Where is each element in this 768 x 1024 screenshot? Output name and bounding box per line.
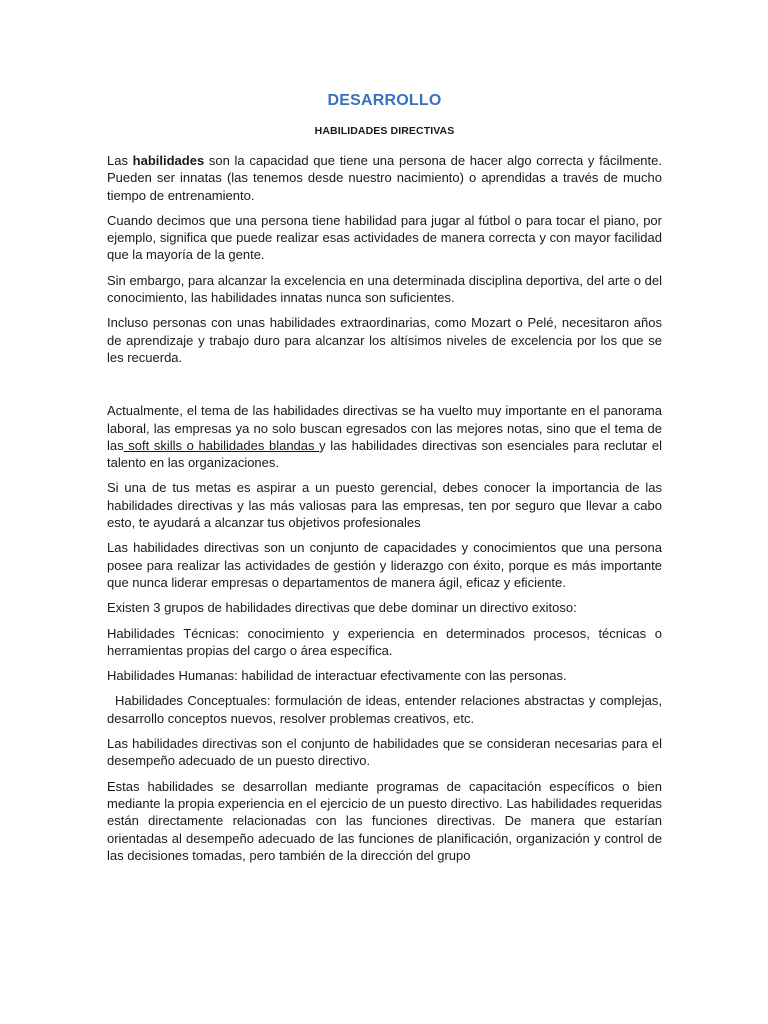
- paragraph-4: Incluso personas con unas habilidades extraordinarias, como Mozart o Pelé, necesitaron años de aprendizaje y trabajo duro para alcanzar los altísimos niveles de excelencia por los que se les recuerda.: [107, 315, 662, 365]
- paragraph-6: Si una de tus metas es aspirar a un puesto gerencial, debes conocer la importancia de las habilidades directivas y las más valiosas para las empresas, ten por seguro que llevar a cabo esto, te ayudará a alcanzar tus objetivos profesionales: [107, 480, 662, 531]
- soft-skills-link[interactable]: soft skills o habilidades blandas: [123, 437, 320, 453]
- paragraph-12: Las habilidades directivas son el conjunto de habilidades que se consideran necesarias para el desempeño adecuado de un puesto directivo.: [107, 736, 662, 769]
- document-body: [107, 152, 662, 872]
- document-heading: DESARROLLO: [327, 92, 442, 109]
- paragraph-1-prefix: Las: [107, 153, 133, 168]
- paragraph-5: [107, 402, 662, 471]
- paragraph-1: [107, 152, 662, 204]
- paragraph-9: Habilidades Técnicas: conocimiento y experiencia en determinados procesos, técnicas o herramientas propias del cargo o área específica.: [107, 625, 662, 658]
- paragraph-1-bold-term: habilidades: [132, 153, 205, 168]
- section-subheading: HABILIDADES DIRECTIVAS: [314, 125, 455, 137]
- paragraph-1-rest: son la capacidad que tiene una persona de hacer algo correcta y fácilmente. Pueden ser innatas (las tenemos desde nuestro nacimiento) o aprendidas a través de mucho tiempo de entrenamiento.: [107, 153, 662, 203]
- paragraph-10: Habilidades Humanas: habilidad de interactuar efectivamente con las personas.: [107, 668, 567, 684]
- paragraph-8: Existen 3 grupos de habilidades directivas que debe dominar un directivo exitoso:: [107, 600, 577, 616]
- paragraph-7: Las habilidades directivas son un conjunto de capacidades y conocimientos que una persona posee para realizar las actividades de gestión y liderazgo con éxito, porque es más importante que nunca liderar empresas o departamentos de manera ágil, eficaz y eficiente.: [107, 540, 662, 590]
- paragraph-5-after: y las habilidades directivas son esenciales para reclutar el talento en las organizaciones.: [107, 437, 662, 471]
- paragraph-3: Sin embargo, para alcanzar la excelencia en una determinada disciplina deportiva, del arte o del conocimiento, las habilidades innatas nunca son suficientes.: [107, 272, 662, 306]
- paragraph-13: Estas habilidades se desarrollan mediante programas de capacitación específicos o bien mediante la propia experiencia en el ejercicio de un puesto directivo. Las habilidades requeridas están directamente relacionadas con las funciones directivas. De manera que estarían orientadas al desempeño adecuado de las funciones de planificación, organización y control de las decisiones tomadas, pero también de la dirección del grupo: [107, 778, 662, 863]
- paragraph-5-before: Actualmente, el tema de las habilidades directivas se ha vuelto muy importante en el panorama laboral, las empresas ya no solo buscan egresados con las mejores notas, sino que el tema de las: [107, 403, 662, 453]
- paragraph-2: Cuando decimos que una persona tiene habilidad para jugar al fútbol o para tocar el piano, por ejemplo, significa que puede realizar esas actividades de manera correcta y con mayor facilidad que la mayoría de la gente.: [107, 212, 662, 263]
- paragraph-11: Habilidades Conceptuales: formulación de ideas, entender relaciones abstractas y complejas, desarrollo conceptos nuevos, resolver problemas creativos, etc.: [107, 693, 662, 726]
